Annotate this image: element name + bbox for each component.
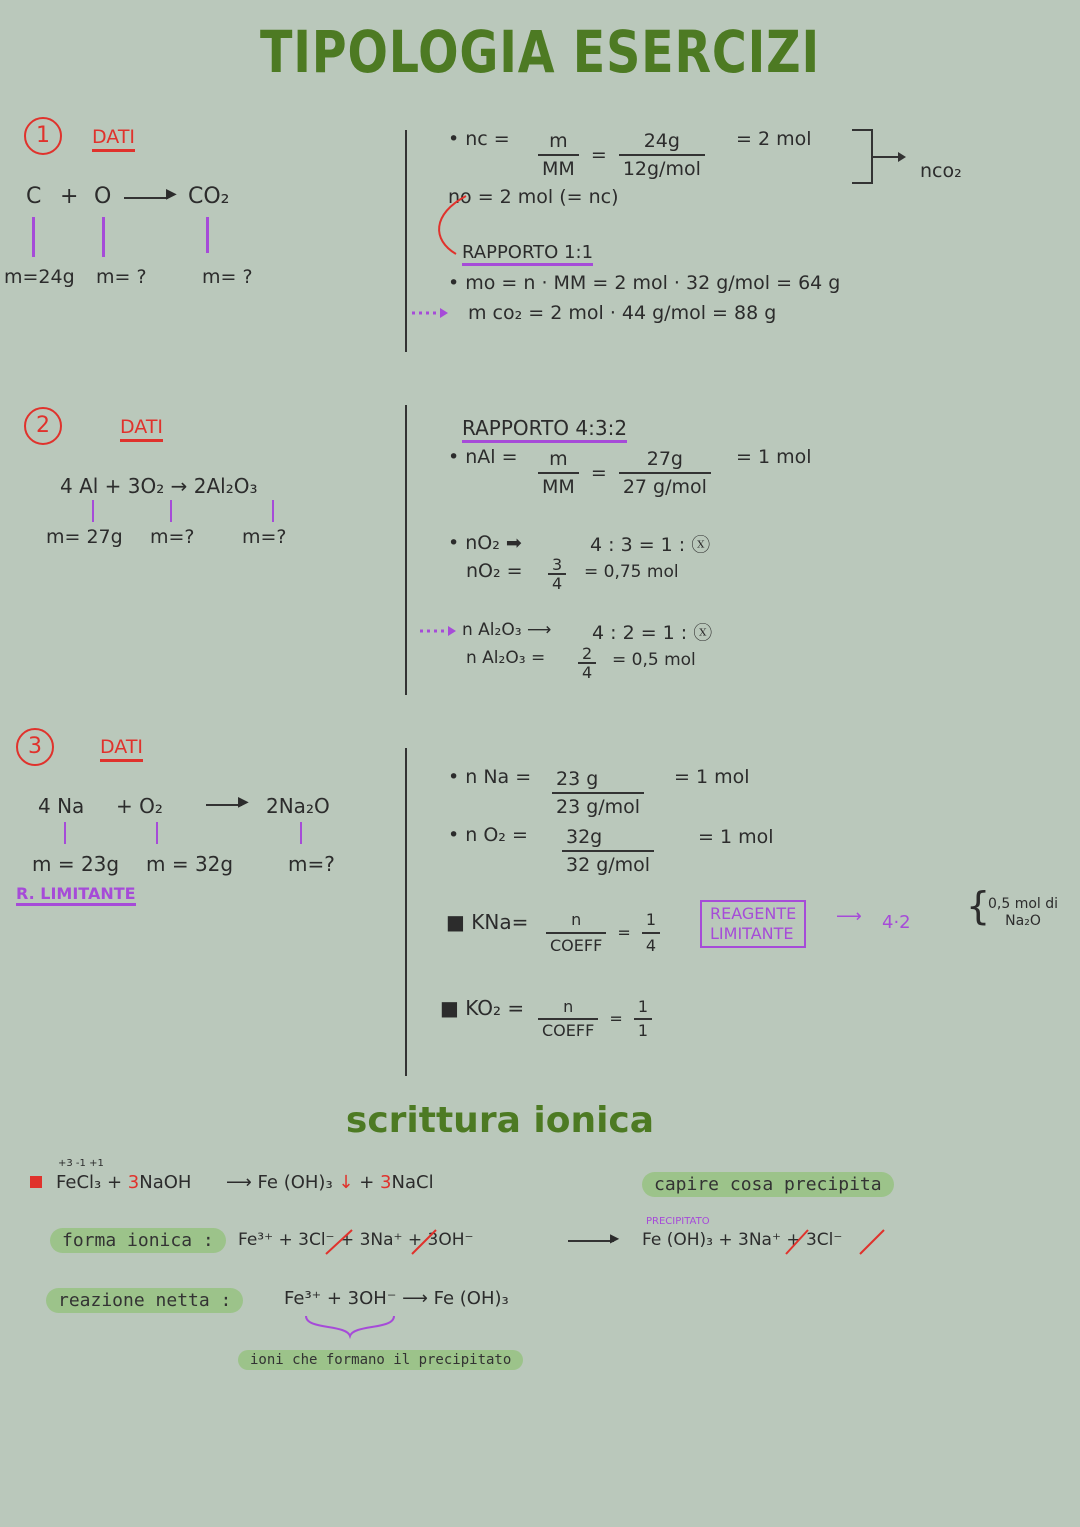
ex1-mo-line: • mo = n · MM = 2 mol · 32 g/mol = 64 g (448, 272, 841, 294)
ionica-coef-3-naoh: 3 (127, 1172, 140, 1193)
ex3-arrow-right: ⟶ (836, 906, 862, 927)
ex2-reaction: 4 Al + 3O₂ → 2Al₂O₃ (60, 474, 258, 498)
ionica-fecl3: FeCl₃ + (56, 1172, 123, 1193)
ex1-nc-num: m (538, 128, 579, 156)
exercise-1-dati: DATI (92, 126, 135, 152)
ionica-coef-3-nacl: 3 (380, 1172, 392, 1193)
ex2-mass-al2o3: m=? (242, 526, 287, 548)
ex1-red-curve (439, 196, 466, 254)
ex3-limitante: R. LIMITANTE (16, 884, 136, 906)
ex3-no2-num: 32g (562, 824, 654, 852)
ex3-product: 2Na₂O (266, 794, 330, 818)
ex3-kna-label: ■ KNa= (446, 910, 529, 934)
ex2-nal2o3-b: n Al₂O₃ = (466, 648, 546, 668)
ex2-no2-result: = 0,75 mol (584, 562, 679, 582)
ex3-ko2-fraction: $\frac{n}{\text{COEFF}}$ = $\frac{1}{1}$ (538, 996, 652, 1042)
ex1-reactant-o: O (94, 184, 112, 209)
ex3-kna-val-num: 1 (642, 908, 660, 934)
ex1-nc-den: MM (542, 158, 575, 180)
ex3-nna-num: 23 g (552, 766, 644, 794)
ionica-curly-brace (306, 1316, 394, 1336)
exercise-2-number: 2 (24, 407, 62, 445)
ex3-kna-fraction: $\frac{n}{\text{COEFF}}$ = $\frac{1}{4}$ (546, 908, 660, 958)
ex1-dotted-arrow-head (440, 308, 448, 318)
ex1-reactant-c: C (26, 184, 42, 209)
ionica-ioni-pill: ioni che formano il precipitato (238, 1350, 523, 1370)
ex2-nal-val-den: 27 g/mol (622, 476, 707, 498)
ionica-forma-eq: Fe³⁺ + 3Cl⁻ + 3Na⁺ + 3OH⁻ (238, 1230, 474, 1250)
ex3-ko2-den: COEFF (542, 1021, 595, 1040)
ex3-no2-den: 32 g/mol (566, 854, 651, 876)
ionica-nacl: NaCl (391, 1172, 434, 1193)
ionica-capire-pill: capire cosa precipita (642, 1172, 894, 1197)
ex3-mass-product: m=? (288, 852, 335, 876)
ex2-nal-label: • nAl = (448, 446, 518, 468)
strike-cl-left (326, 1230, 352, 1254)
ionica-forma-label: forma ionica : (50, 1228, 226, 1253)
ex1-rapporto: RAPPORTO 1:1 (462, 242, 593, 266)
ex3-mass-o2: m = 32g (146, 852, 234, 876)
ex1-plus: + (60, 184, 79, 209)
ex2-no2-ratio: 4 : 3 = 1 : ⓧ (590, 534, 711, 556)
ex2-nal-den: MM (542, 476, 575, 498)
ex1-bracket (852, 130, 900, 183)
ex3-reactant-o2: + O₂ (116, 794, 163, 818)
ex1-nco2: nco₂ (920, 160, 962, 182)
ex3-brace: { (966, 884, 991, 928)
ex1-bracket-arrow (898, 152, 906, 162)
ex3-kna-den: COEFF (550, 936, 603, 955)
ex1-nc-val-num: 24g (619, 128, 705, 156)
ex3-ratio: 4·2 (882, 912, 911, 933)
ionica-feoh3: ⟶ Fe (OH)₃ (226, 1172, 333, 1193)
ex1-mass-co2: m= ? (202, 266, 253, 288)
ex1-nc-fraction: $\frac{m}{MM}$ = $\frac{24g}{\text{12g/mol}}$ (538, 128, 705, 182)
ex3-ko2-label: ■ KO₂ = (440, 996, 525, 1020)
ex3-ko2-val-den: 1 (637, 1021, 649, 1040)
ex2-mass-o2: m=? (150, 526, 195, 548)
ionica-netta-label: reazione netta : (46, 1288, 243, 1313)
exercise-3-dati: DATI (100, 736, 143, 762)
exercise-2-dati: DATI (120, 416, 163, 442)
ex3-arrow-head: ▶ (238, 794, 249, 810)
ex1-mass-c: m=24g (4, 266, 75, 288)
ex3-no2-result: = 1 mol (698, 826, 774, 848)
ex1-nc-label: • nc = (448, 128, 510, 150)
ex2-no2-frac-num: 3 (548, 556, 566, 575)
ex3-reagente-line-1: REAGENTE (710, 904, 797, 923)
ex2-no2-label: • nO₂ ➡ (448, 532, 522, 554)
ex3-result-line-2: Na₂O (1005, 913, 1041, 929)
ex3-ko2-num: n (538, 996, 598, 1020)
ionica-netta-eq: Fe³⁺ + 3OH⁻ ⟶ Fe (OH)₃ (284, 1288, 509, 1309)
ex3-reactant-na: 4 Na (38, 794, 85, 818)
ex3-no2-label: • n O₂ = (448, 824, 528, 846)
ex2-nal-result: = 1 mol (736, 446, 812, 468)
ionica-precip-arrow: ↓ (338, 1172, 354, 1193)
page-title: TIPOLOGIA ESERCIZI (260, 18, 820, 86)
ex2-dotted-arrow-head (448, 626, 456, 636)
ex2-no2-frac-den: 4 (552, 574, 563, 593)
ex2-nal2o3-frac-num: 2 (578, 645, 596, 664)
ionica-naoh: NaOH (139, 1172, 192, 1193)
ex1-nc-result: = 2 mol (736, 128, 812, 150)
ex3-ko2-val-num: 1 (634, 996, 652, 1020)
ex3-reagente-line-2: LIMITANTE (710, 924, 794, 943)
ex2-nal-num: m (538, 446, 579, 474)
strike-na-left (412, 1230, 436, 1254)
ex2-nal2o3-ratio: 4 : 2 = 1 : ⓧ (592, 622, 713, 644)
exercise-3-number: 3 (16, 728, 54, 766)
ex2-mass-al: m= 27g (46, 526, 123, 548)
exercise-1-number: 1 (24, 117, 62, 155)
ionica-plus: + (359, 1172, 375, 1193)
ex1-mco2-line: m co₂ = 2 mol · 44 g/mol = 88 g (468, 302, 777, 324)
ionica-forma-right: Fe (OH)₃ + 3Na⁺ + 3Cl⁻ (642, 1230, 843, 1250)
ex3-nna-result: = 1 mol (674, 766, 750, 788)
ex3-mass-na: m = 23g (32, 852, 120, 876)
ionica-title: scrittura ionica (345, 1100, 655, 1141)
ionica-forma-arrow-head: ▶ (610, 1231, 620, 1245)
ex1-arrow-head: ▶ (166, 186, 177, 202)
ionica-precipitato-label: PRECIPITATO (646, 1216, 710, 1227)
ex2-nal2o3-frac-den: 4 (582, 663, 593, 682)
strike-cl-right (860, 1230, 884, 1254)
ex2-no2-b: nO₂ = (466, 560, 523, 582)
ex1-nc-val-den: 12g/mol (622, 158, 701, 180)
ex1-product-co2: CO₂ (188, 184, 230, 209)
ex2-nal-val-num: 27g (619, 446, 711, 474)
ex2-nal2o3-result: = 0,5 mol (612, 650, 696, 670)
ex2-nal2o3-label: n Al₂O₃ ⟶ (462, 620, 552, 640)
ex3-kna-val-den: 4 (645, 936, 657, 955)
ex3-nna-den: 23 g/mol (556, 796, 641, 818)
ex2-rapporto: RAPPORTO 4:3:2 (462, 416, 627, 443)
ex1-mass-o: m= ? (96, 266, 147, 288)
ex1-no-line: no = 2 mol (= nc) (448, 186, 619, 208)
ex3-kna-num: n (546, 908, 606, 934)
ex3-result-line-1: 0,5 mol di (988, 896, 1059, 912)
ex3-nna-label: • n Na = (448, 766, 532, 788)
ionica-oxidation: +3 -1 +1 (58, 1158, 104, 1169)
strike-na-right (786, 1230, 808, 1254)
ex2-nal-fraction: $\frac{m}{MM}$ = $\frac{27g}{\text{27 g/mol}}$ (538, 446, 711, 500)
